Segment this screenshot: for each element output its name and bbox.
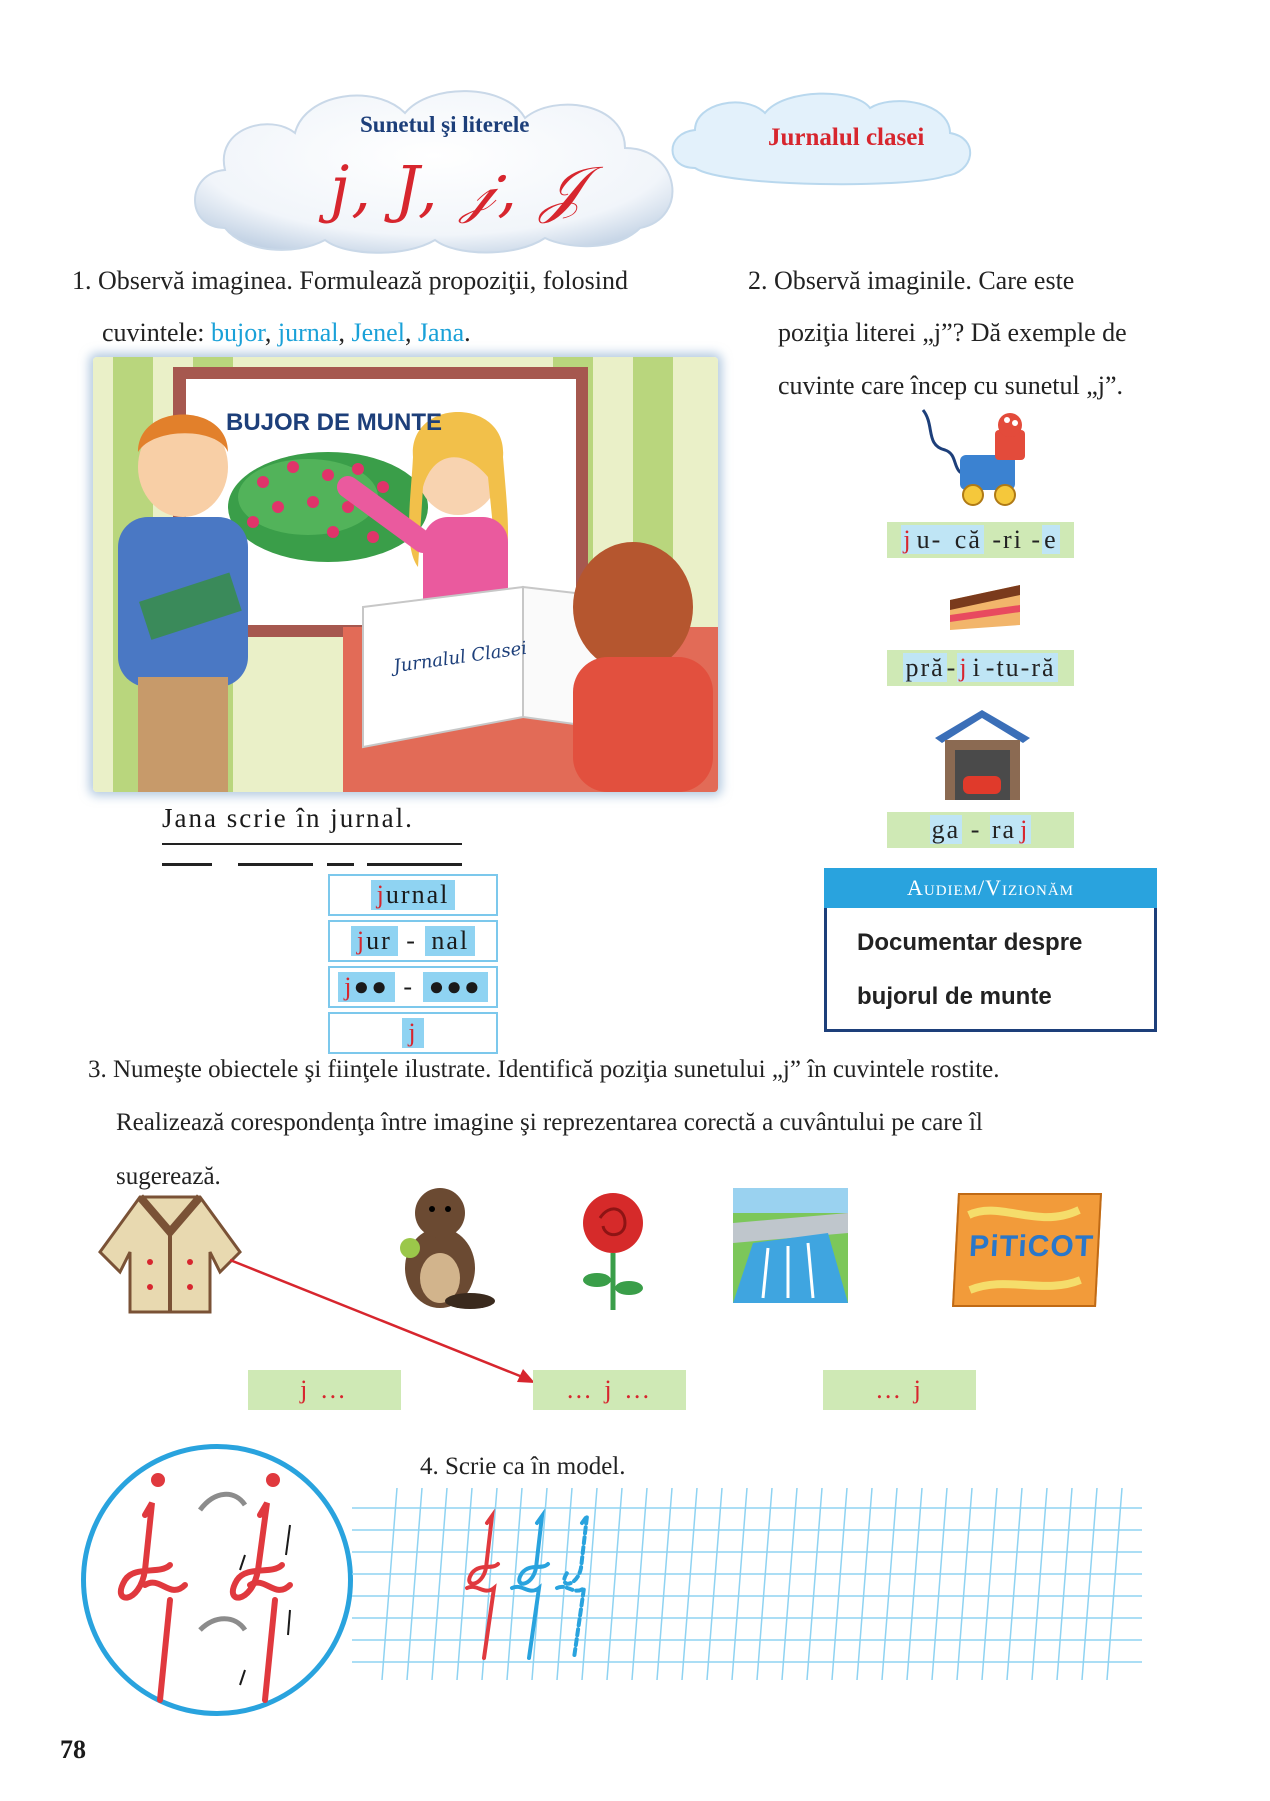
sentence-underline — [162, 843, 462, 845]
task2-instruction-line3: cuvinte care încep cu sunetul „j”. — [778, 371, 1124, 400]
keyword-jana: Jana — [417, 318, 465, 347]
word-dash-1 — [162, 863, 212, 866]
answer-box-start[interactable]: j … — [248, 1370, 401, 1410]
task3-instruction-line1: 3. Numeşte obiectele şi fiinţele ilustrate. Identifică poziţia sunetului „j” în cuvintele rostite. — [88, 1056, 1000, 1083]
lesson-topic-title: Jurnalul clasei — [768, 124, 925, 151]
audiem-heading: Audiem/Vizionăm — [824, 868, 1157, 908]
cake-slice-icon — [945, 580, 1025, 635]
audiem-box — [824, 908, 1157, 1032]
dam-waterfall-icon — [733, 1188, 848, 1303]
keyword-jurnal: jurnal — [277, 318, 339, 347]
lesson-letters: j, J, 𝒿, 𝒥 — [330, 152, 586, 225]
word-dash-3 — [327, 863, 354, 866]
audiem-line-1: Documentar despre — [857, 929, 1083, 956]
model-sentence: Jana scrie în jurnal. — [162, 803, 414, 833]
word-schema-row-3: j●● - ●●● — [328, 966, 498, 1008]
syllables-prajitura: pră-j i -tu-ră — [887, 650, 1074, 686]
poster-title: BUJOR DE MUNTE — [226, 409, 443, 436]
writing-practice-grid — [352, 1488, 1142, 1680]
syllables-garaj: ga - ra j — [887, 812, 1074, 848]
task1-instruction-line1: 1. Observă imaginea. Formulează propoziţii, folosind — [72, 266, 628, 295]
task1-instruction-line2: cuvintele: bujor, jurnal, Jenel, Jana. — [102, 318, 471, 347]
page-number: 78 — [60, 1735, 86, 1764]
toy-train-icon — [915, 405, 1045, 510]
journal-book-title: Jurnalul Clasei — [392, 637, 529, 678]
task3-instruction-line3: sugerează. — [116, 1163, 221, 1190]
cloud-title-left — [185, 78, 690, 258]
rose-flower-icon — [575, 1188, 650, 1313]
word-schema-row-2: jur - nal — [328, 920, 498, 962]
task2-instruction-line2: poziţia literei „j”? Dă exemple de — [778, 318, 1127, 347]
audiem-line-2: bujorul de munte — [857, 983, 1052, 1010]
lesson-subtitle: Sunetul şi literele — [360, 112, 530, 137]
syllables-jucarie: j u- că -ri -e — [887, 522, 1074, 558]
answer-box-end[interactable]: … j — [823, 1370, 976, 1410]
word-schema-row-1: jurnal — [328, 874, 498, 916]
piticot-board-game — [952, 1193, 1102, 1307]
classroom-illustration — [93, 357, 718, 792]
keyword-bujor: bujor — [211, 318, 265, 347]
task2-instruction-line1: 2. Observă imaginile. Care este — [748, 266, 1075, 295]
task1-words-prefix: cuvintele: — [102, 318, 212, 347]
task3-instruction-line2: Realizează corespondenţa între imagine şi reprezentarea corectă a cuvântului pe care îl — [116, 1109, 983, 1136]
piticot-title: PiTiCOT — [968, 1230, 1095, 1263]
cloud-title-right — [665, 88, 975, 188]
word-dash-2 — [238, 863, 313, 866]
garage-icon — [935, 708, 1030, 803]
word-dash-4 — [367, 863, 462, 866]
word-schema-row-4: j — [328, 1012, 498, 1054]
task4-instruction: 4. Scrie ca în model. — [420, 1453, 626, 1480]
handwriting-model-icon — [90, 1455, 340, 1705]
keyword-jenel: Jenel — [351, 318, 405, 347]
answer-box-middle[interactable]: … j … — [533, 1370, 686, 1410]
